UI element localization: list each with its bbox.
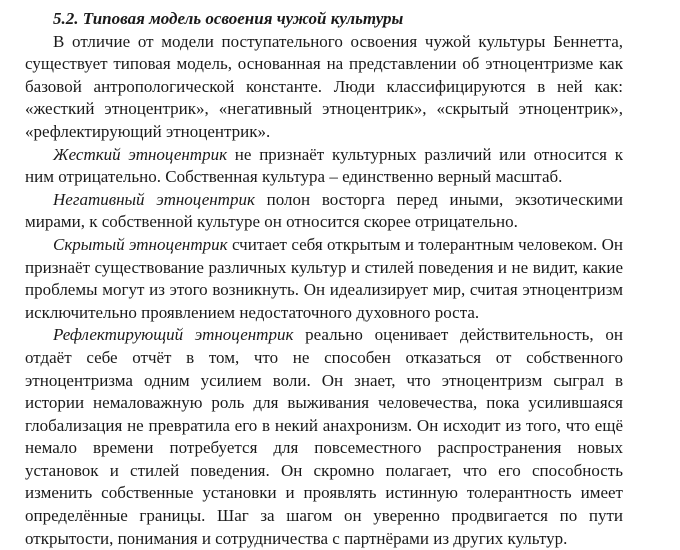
paragraph-text: полон восторга перед иными, экзотическими мирами, к собственной культуре он относится скорее отрицательно.	[25, 189, 623, 232]
paragraph-text: не признаёт культурных различий или относится к ним отрицательно. Собственная культура – единственно верный масштаб.	[25, 144, 624, 187]
section-heading: 5.2. Типовая модель освоения чужой культуры	[53, 9, 404, 28]
paragraph-text: В отличие от модели поступательного освоения чужой культуры Беннетта, существует типовая модель, основанная на представлении об этноцентризме как базовой антропологической константе. Люди классифицируются в ней как: «жесткий этноцентрик», «негативный этноцентрик», «скрытый этноцентрик», «рефлектирующий этноцентрик».	[25, 31, 623, 141]
reflective-ethnocentric-paragraph	[25, 324, 623, 550]
negative-ethnocentric-paragraph	[25, 189, 623, 234]
rigid-ethnocentric-paragraph	[25, 144, 623, 189]
term-rigid-ethnocentric: Жесткий этноцентрик	[53, 144, 228, 164]
document-page	[25, 8, 623, 550]
term-reflective-ethnocentric: Рефлектирующий этноцентрик	[53, 325, 294, 345]
term-hidden-ethnocentric: Скрытый этноцентрик	[53, 234, 228, 254]
hidden-ethnocentric-paragraph	[25, 234, 623, 324]
intro-paragraph	[25, 31, 623, 144]
paragraph-text: реально оценивает действительность, он отдаёт себе отчёт в том, что не способен отказаться от собственного этноцентризма одним усилием воли. Он знает, что этноцентризм сыграл в истории немаловажную роль для выживания человечества, пока усилившаяся глобализация не превратила его в некий анахронизм. Он исходит из того, что ещё немало времени потребуется для повсеместного распространения новых установок и стилей поведения. Он скромно полагает, что его способность изменить собственные установки и проявлять истинную толерантность имеет определённые границы. Шаг за шагом он уверенно продвигается по пути открытости, понимания и сотрудничества с партнёрами из других культур.	[25, 325, 623, 548]
paragraph-text: считает себя открытым и толерантным человеком. Он признаёт существование различных культур и стилей поведения и не видит, какие проблемы могут из этого возникнуть. Он идеализирует мир, считая этноцентризм исключительно проявлением недостаточного духовного роста.	[25, 234, 624, 322]
term-negative-ethnocentric: Негативный этноцентрик	[53, 189, 255, 209]
